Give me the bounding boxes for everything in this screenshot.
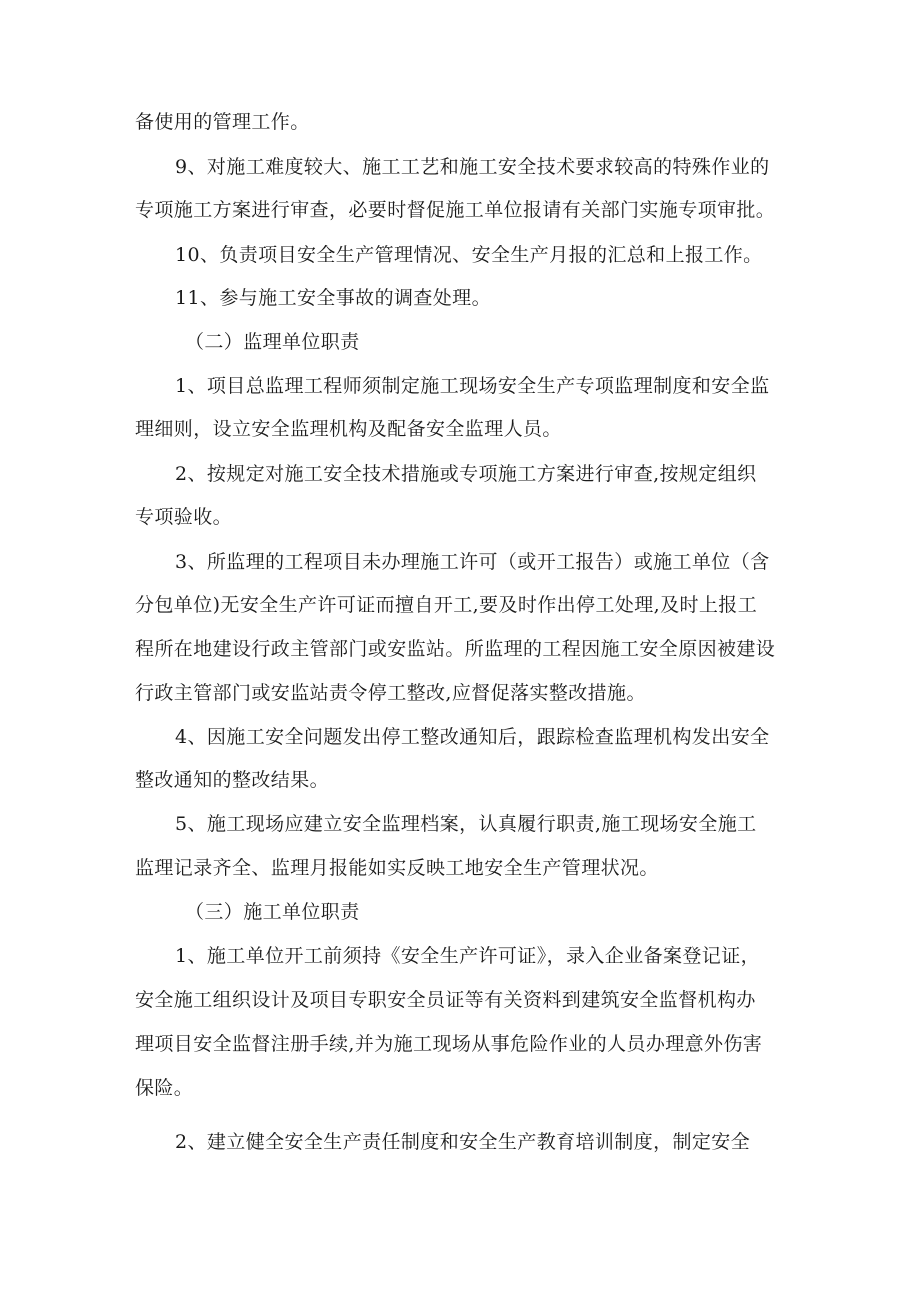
text-line: 1、项目总监理工程师须制定施工现场安全生产专项监理制度和安全监 — [175, 375, 770, 397]
text-line: 1、施工单位开工前须持《安全生产许可证》，录入企业备案登记证， — [175, 945, 760, 967]
text-line: 安全施工组织设计及项目专职安全员证等有关资料到建筑安全监督机构办 — [135, 989, 756, 1011]
text-line: 理细则，设立安全监理机构及配备安全监理人员。 — [135, 418, 562, 440]
section-heading: （三）施工单位职责 — [185, 901, 360, 923]
text-line: 10、负责项目安全生产管理情况、安全生产月报的汇总和上报工作。 — [175, 244, 763, 266]
text-line: 行政主管部门或安监站责令停工整改,应督促落实整改措施。 — [135, 682, 646, 704]
text-line: 专项施工方案进行审查，必要时督促施工单位报请有关部门实施专项审批。 — [135, 199, 776, 221]
text-line: 2、建立健全安全生产责任制度和安全生产教育培训制度，制定安全 — [175, 1131, 751, 1153]
section-heading: （二）监理单位职责 — [185, 331, 360, 353]
text-line: 专项验收。 — [135, 506, 233, 528]
text-line: 理项目安全监督注册手续,并为施工现场从事危险作业的人员办理意外伤害 — [135, 1033, 763, 1055]
text-line: 4、因施工安全问题发出停工整改通知后，跟踪检查监理机构发出安全 — [175, 726, 770, 748]
text-line: 9、对施工难度较大、施工工艺和施工安全技术要求较高的特殊作业的 — [175, 156, 770, 178]
text-line: 3、所监理的工程项目未办理施工许可（或开工报告）或施工单位（含 — [175, 551, 770, 573]
text-line: 备使用的管理工作。 — [135, 111, 310, 133]
text-line: 分包单位)无安全生产许可证而擅自开工,要及时作出停工处理,及时上报工 — [135, 594, 758, 616]
text-line: 11、参与施工安全事故的调查处理。 — [175, 287, 491, 309]
text-line: 2、按规定对施工安全技术措施或专项施工方案进行审查,按规定组织 — [175, 463, 757, 485]
text-line: 5、施工现场应建立安全监理档案，认真履行职责,施工现场安全施工 — [175, 813, 757, 835]
text-line: 保险。 — [135, 1077, 194, 1099]
text-line: 程所在地建设行政主管部门或安监站。所监理的工程因施工安全原因被建设 — [135, 638, 776, 660]
text-line: 整改通知的整改结果。 — [135, 769, 330, 791]
text-line: 监理记录齐全、监理月报能如实反映工地安全生产管理状况。 — [135, 857, 659, 879]
